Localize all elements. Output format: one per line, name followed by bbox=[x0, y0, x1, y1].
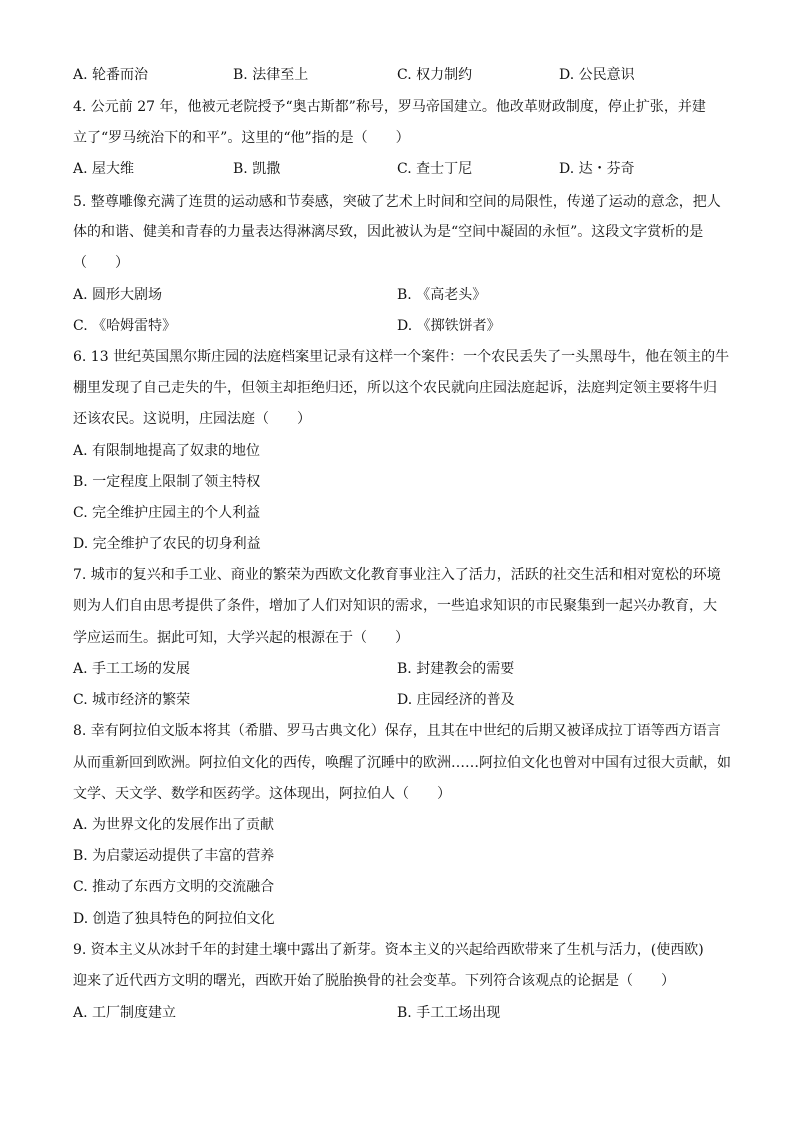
q6-option-a[interactable]: A. 有限制地提高了奴隶的地位 bbox=[73, 443, 261, 459]
q5-option-c[interactable]: C. 《哈姆雷特》 bbox=[73, 318, 177, 334]
q4-option-c[interactable]: C. 查士丁尼 bbox=[397, 161, 473, 177]
q8-option-c[interactable]: C. 推动了东西方文明的交流融合 bbox=[73, 879, 275, 895]
q6-stem-line: 还该农民。这说明，庄园法庭（ ） bbox=[73, 411, 311, 427]
q7-stem-line: 7. 城市的复兴和手工业、商业的繁荣为西欧文化教育事业注入了活力，活跃的社交生活和相对宽松的环境 bbox=[73, 567, 721, 583]
q8-stem-line: 从而重新回到欧洲。阿拉伯文化的西传，唤醒了沉睡中的欧洲……阿拉伯文化也曾对中国有过很大贡献，如 bbox=[73, 755, 731, 771]
q6-stem-line: 6. 13 世纪英国黑尔斯庄园的法庭档案里记录有这样一个案件：一个农民丢失了一头黑母牛，他在领主的牛 bbox=[73, 349, 730, 365]
q8-stem-line: 8. 幸有阿拉伯文版本将其（希腊、罗马古典文化）保存，且其在中世纪的后期又被译成拉丁语等西方语言 bbox=[73, 723, 721, 739]
q7-option-d[interactable]: D. 庄园经济的普及 bbox=[397, 692, 515, 708]
q7-stem-line: 学应运而生。据此可知，大学兴起的根源在于（ ） bbox=[73, 630, 409, 646]
q3-option-d[interactable]: D. 公民意识 bbox=[559, 67, 635, 83]
q6-stem-line: 棚里发现了自己走失的牛，但领主却拒绝归还，所以这个农民就向庄园法庭起诉，法庭判定领主要将牛归 bbox=[73, 380, 717, 396]
q3-option-a[interactable]: A. 轮番而治 bbox=[73, 67, 149, 83]
q5-stem-line: 5. 整尊雕像充满了连贯的运动感和节奏感，突破了艺术上时间和空间的局限性，传递了运动的意念，把人 bbox=[73, 194, 721, 210]
q7-option-b[interactable]: B. 封建教会的需要 bbox=[397, 661, 515, 677]
q7-stem-line: 则为人们自由思考提供了条件，增加了人们对知识的需求，一些追求知识的市民聚集到一起兴办教育，大 bbox=[73, 598, 717, 614]
q9-stem-line: 迎来了近代西方文明的曙光，西欧开始了脱胎换骨的社会变革。下列符合该观点的论据是（ ） bbox=[73, 973, 675, 989]
q8-option-b[interactable]: B. 为启蒙运动提供了丰富的营养 bbox=[73, 848, 275, 864]
q5-stem-line: 体的和谐、健美和青春的力量表达得淋漓尽致，因此被认为是“空间中凝固的永恒”。这段文字赏析的是 bbox=[73, 224, 704, 240]
q9-option-a[interactable]: A. 工厂制度建立 bbox=[73, 1005, 177, 1021]
q4-stem-line: 4. 公元前 27 年，他被元老院授予“奥古斯都”称号，罗马帝国建立。他改革财政制度，停止扩张，并建 bbox=[73, 99, 706, 115]
q6-option-c[interactable]: C. 完全维护庄园主的个人利益 bbox=[73, 505, 261, 521]
q9-stem-line: 9. 资本主义从冰封千年的封建土壤中露出了新芽。资本主义的兴起给西欧带来了生机与活力，(使西欧) bbox=[73, 942, 704, 958]
q8-option-a[interactable]: A. 为世界文化的发展作出了贡献 bbox=[73, 817, 275, 833]
q5-option-d[interactable]: D. 《掷铁饼者》 bbox=[397, 318, 501, 334]
q9-option-b[interactable]: B. 手工工场出现 bbox=[397, 1005, 501, 1021]
q5-option-a[interactable]: A. 圆形大剧场 bbox=[73, 287, 163, 303]
q8-stem-line: 文学、天文学、数学和医药学。这体现出，阿拉伯人（ ） bbox=[73, 786, 451, 802]
q4-stem-line: 立了“罗马统治下的和平”。这里的“他”指的是（ ） bbox=[73, 130, 410, 146]
q7-option-a[interactable]: A. 手工工场的发展 bbox=[73, 661, 191, 677]
q5-option-b[interactable]: B. 《高老头》 bbox=[397, 287, 487, 303]
q7-option-c[interactable]: C. 城市经济的繁荣 bbox=[73, 692, 191, 708]
q4-option-d[interactable]: D. 达・芬奇 bbox=[559, 161, 635, 177]
q3-option-c[interactable]: C. 权力制约 bbox=[397, 67, 473, 83]
q5-stem-line: （ ） bbox=[73, 255, 129, 271]
q4-option-b[interactable]: B. 凯撒 bbox=[233, 161, 281, 177]
q8-option-d[interactable]: D. 创造了独具特色的阿拉伯文化 bbox=[73, 911, 275, 927]
q4-option-a[interactable]: A. 屋大维 bbox=[73, 161, 135, 177]
q6-option-b[interactable]: B. 一定程度上限制了领主特权 bbox=[73, 474, 261, 490]
q6-option-d[interactable]: D. 完全维护了农民的切身利益 bbox=[73, 536, 261, 552]
q3-option-b[interactable]: B. 法律至上 bbox=[233, 67, 309, 83]
